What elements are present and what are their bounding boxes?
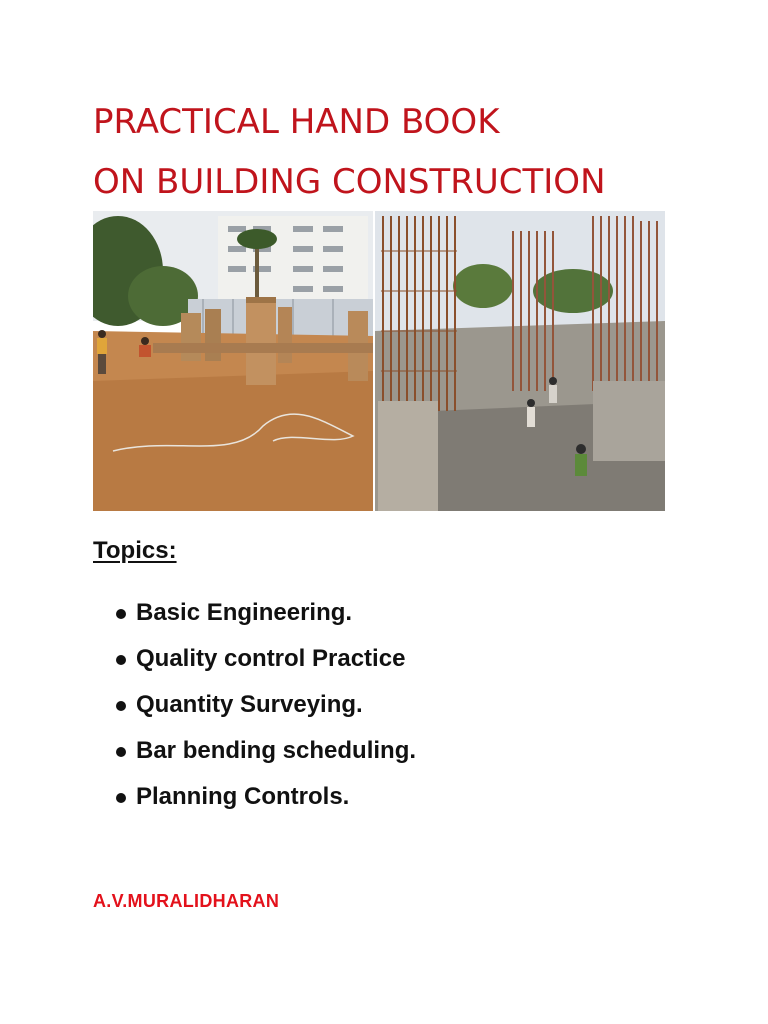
bullet-icon xyxy=(116,747,126,757)
list-item xyxy=(116,590,416,636)
topic-list xyxy=(116,590,416,820)
topics-heading: Topics: xyxy=(93,537,177,564)
bullet-icon xyxy=(116,793,126,803)
cover-photo-collage xyxy=(93,211,665,511)
title-line-1: PRACTICAL HAND BOOK xyxy=(93,102,500,142)
site-excavation-photo xyxy=(93,211,373,511)
list-item xyxy=(116,774,416,820)
bullet-icon xyxy=(116,655,126,665)
author-name: A.V.MURALIDHARAN xyxy=(93,891,280,911)
bullet-icon xyxy=(116,701,126,711)
topic-label: Bar bending scheduling. xyxy=(136,737,417,764)
topic-label: Quality control Practice xyxy=(136,645,406,672)
topic-label: Basic Engineering. xyxy=(136,599,353,626)
bullet-icon xyxy=(116,609,126,619)
list-item xyxy=(116,728,416,774)
topic-label: Planning Controls. xyxy=(136,783,350,810)
list-item xyxy=(116,682,416,728)
rebar-columns-photo xyxy=(375,211,665,511)
list-item xyxy=(116,636,416,682)
topic-label: Quantity Surveying. xyxy=(136,691,363,718)
book-title xyxy=(93,92,606,212)
title-line-2: ON BUILDING CONSTRUCTION xyxy=(93,162,606,202)
